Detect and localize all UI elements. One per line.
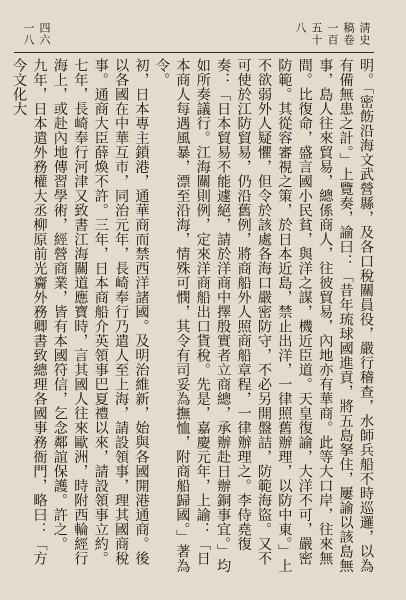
page-number: 四六一八	[22, 22, 51, 46]
paragraph-3: 九年，日本遣外務權大丞柳原前光齎外務卿書致總理各國事務衙門，略曰：「方今文化大	[11, 58, 48, 566]
book-title: 淸史稿卷一百五十八	[294, 22, 371, 46]
paragraph-2: 初，日本專主鎖港，通華商而禁西洋諸國。及明治維新，始與各國開港通商。後以各國在中華互市，同治元年，長崎奉行乃遣人至上海，請設領事，理其國商稅事。通商大臣薛煥不許。三年，日本商船介英領事巴夏禮以來，請設領事立約。七年，長崎奉行河津又致書江海關道應寶時，言其國人往來歐洲，時附西輪經行海上，或赴內地傳習學術，經營商業，皆有本國符信，乞念鄰誼保護。許之。	[51, 58, 150, 566]
main-text	[10, 58, 376, 578]
page-header	[14, 22, 374, 53]
paragraph-1: 明。「密飭沿海文武營縣，及各口稅關員役，嚴行稽查，水師兵船不時巡邏，以為有備無患之計。」上覽奏，諭曰：「昔年琉球國進貢，將五島拏住，屢諭以該島無事，島人往來貿易，總係商人，往彼貿易，內地亦有華商。此等大口岸，往來無間。比復命，盛言國小民貧，與洋之謀，機近臣道。天皇復諭，大洋不可，嚴密防範。其從容審視之策，於日本近島，禁止出洋，一律照舊辦理，以防中東。」上不欲弱外人疑懼，但令於該處各海口嚴密防守，不必另開盤詰，防範海盜。又不可使於江防貿易，仍沿舊例，將商船外人照商船章程，一律辦理之。李侍堯復奏：「日本貿易不能遽絕，請於洋商中擇殷實者立商總，承辦赴日辦銅事宜。」均如所奏議行。江海關則例，定來洋商船出口貨稅。先是，嘉慶元年，上諭：「日本商人每遇風暴，漂至沿海，情殊可憫，其令有司妥為撫恤，附商船歸國。」著為令。	[153, 58, 374, 573]
